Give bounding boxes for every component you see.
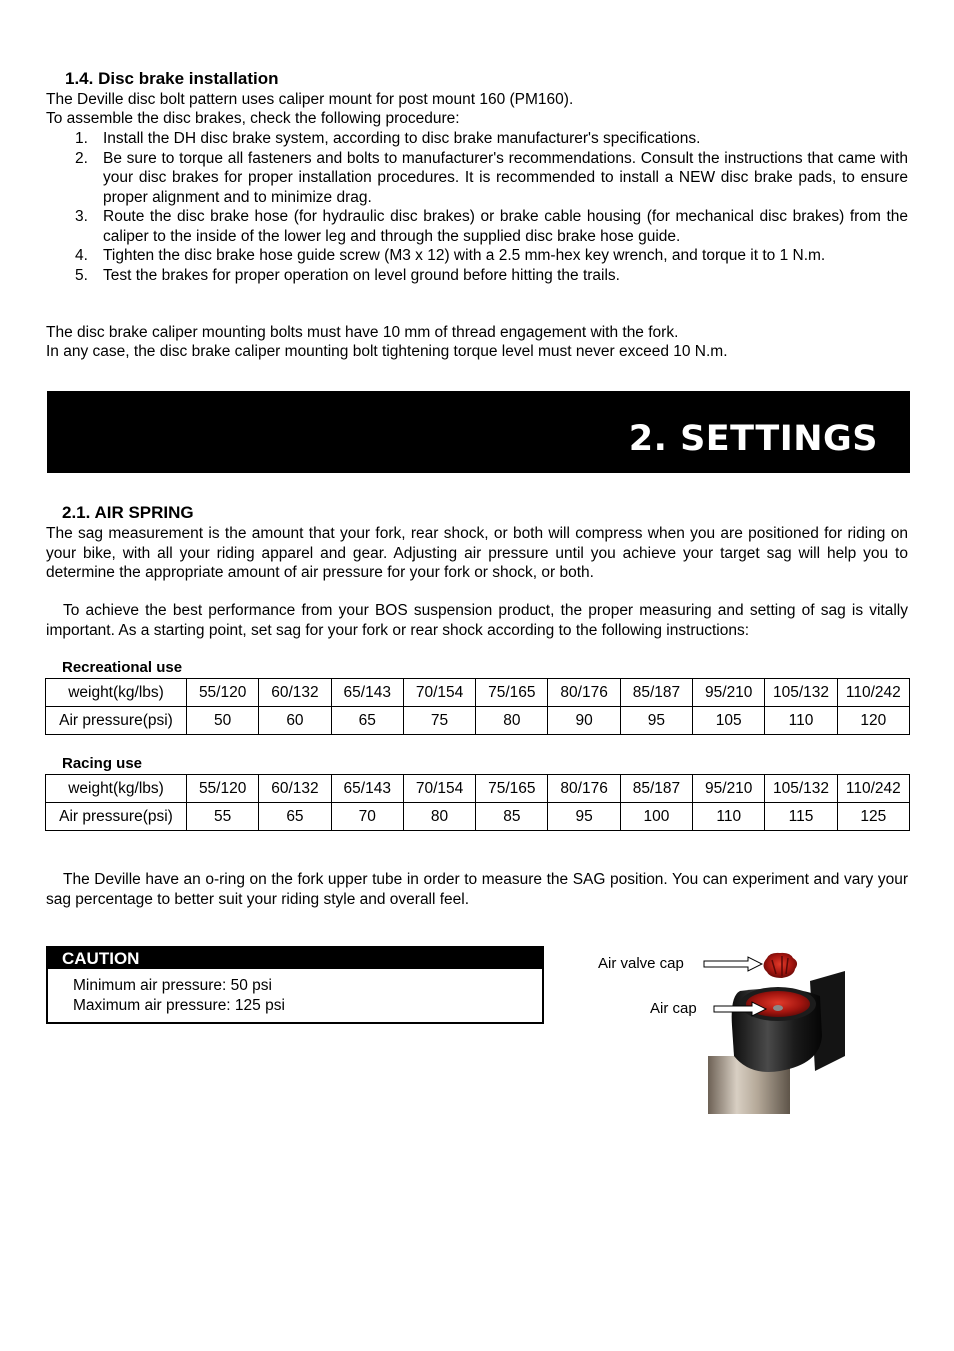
section-heading-disc-brake: 1.4. Disc brake installation [65, 69, 279, 88]
row-label: Air pressure(psi) [46, 707, 187, 735]
row-label: weight(kg/lbs) [46, 679, 187, 707]
table-cell: 110/242 [837, 679, 909, 707]
table-cell: 105 [693, 707, 765, 735]
step-item: 1. Install the DH disc brake system, according to disc brake manufacturer's specifications. [75, 130, 701, 147]
table-cell: 65/143 [331, 775, 403, 803]
table-cell: 125 [837, 803, 909, 831]
table-cell: 55/120 [187, 679, 259, 707]
table-cell: 95 [548, 803, 620, 831]
table-cell: 65 [331, 707, 403, 735]
paragraph-performance: To achieve the best performance from your BOS suspension product, the proper measuring and setting of sag is vitally important. As a starting point, set sag for your fork or rear shock according to the following instructions: [46, 602, 908, 639]
table-cell: 115 [765, 803, 837, 831]
arrow-right-icon [704, 957, 762, 971]
table-cell: 120 [837, 707, 909, 735]
intro-line-2: To assemble the disc brakes, check the following procedure: [46, 110, 460, 127]
table-cell: 95/210 [693, 775, 765, 803]
label-air-cap: Air cap [650, 1000, 697, 1017]
table-cell: 75/165 [476, 775, 548, 803]
caution-title: CAUTION [62, 949, 140, 968]
table-cell: 55 [187, 803, 259, 831]
table-cell: 105/132 [765, 775, 837, 803]
table-row [46, 679, 910, 707]
table-cell: 70 [331, 803, 403, 831]
settings-banner [47, 391, 910, 473]
installation-steps [46, 129, 908, 285]
caution-box [46, 946, 544, 1024]
table-caption-recreational: Recreational use [62, 659, 183, 676]
step-item: 5. Test the brakes for proper operation on level ground before hitting the trails. [75, 266, 620, 284]
section-heading-air-spring: 2.1. AIR SPRING [62, 503, 194, 522]
table-cell: 110/242 [837, 775, 909, 803]
table-row [46, 775, 910, 803]
table-cell: 50 [187, 707, 259, 735]
step-item: 2. Be sure to torque all fasteners and bolts to manufacturer's recommendations. Consult the instructions that came with your disc brakes for proper installation procedures. It is recommended to install a NEW disc brake pads, to ensure proper alignment and to minimize drag. [75, 149, 908, 206]
table-cell: 80/176 [548, 775, 620, 803]
table-cell: 80 [403, 803, 475, 831]
table-cell: 105/132 [765, 679, 837, 707]
paragraph-o-ring: The Deville have an o-ring on the fork upper tube in order to measure the SAG position. You can experiment and vary your sag percentage to better suit your riding style and overall feel. [46, 871, 908, 908]
step-item: 3. Route the disc brake hose (for hydraulic disc brakes) or brake cable housing (for mechanical disc brakes) from the caliper to the inside of the lower leg and through the supplied disc brake hose guide. [75, 208, 908, 245]
row-label: weight(kg/lbs) [46, 775, 187, 803]
note-thread-engagement: The disc brake caliper mounting bolts must have 10 mm of thread engagement with the fork. [46, 324, 679, 341]
pressure-table-racing [45, 774, 910, 831]
table-cell: 60/132 [259, 679, 331, 707]
table-caption-racing: Racing use [62, 755, 143, 772]
table-cell: 85/187 [620, 775, 692, 803]
table-row [46, 803, 910, 831]
caution-max-pressure: Maximum air pressure: 125 psi [73, 997, 285, 1014]
table-cell: 85/187 [620, 679, 692, 707]
step-item: 4. Tighten the disc brake hose guide screw (M3 x 12) with a 2.5 mm-hex key wrench, and torque it to 1 N.m. [75, 247, 826, 264]
table-cell: 95/210 [693, 679, 765, 707]
table-cell: 65 [259, 803, 331, 831]
table-cell: 100 [620, 803, 692, 831]
callout-arrows [700, 950, 770, 1030]
note-torque-limit: In any case, the disc brake caliper mounting bolt tightening torque level must never exceed 10 N.m. [46, 343, 728, 360]
caution-body [73, 976, 285, 1016]
table-cell: 80/176 [548, 679, 620, 707]
paragraph-sag: The sag measurement is the amount that your fork, rear shock, or both will compress when you are positioned for riding on your bike, with all your riding apparel and gear. Adjusting air pressure until you achieve your target sag will help you to determine the appropriate amount of air pressure for your fork or shock, or both. [46, 525, 908, 581]
table-cell: 95 [620, 707, 692, 735]
table-cell: 75 [403, 707, 475, 735]
caution-min-pressure: Minimum air pressure: 50 psi [73, 977, 272, 994]
table-cell: 75/165 [476, 679, 548, 707]
intro-line-1: The Deville disc bolt pattern uses caliper mount for post mount 160 (PM160). [46, 91, 574, 108]
pressure-table-recreational [45, 678, 910, 735]
table-cell: 65/143 [331, 679, 403, 707]
table-cell: 110 [765, 707, 837, 735]
table-cell: 85 [476, 803, 548, 831]
table-cell: 60/132 [259, 775, 331, 803]
caution-header [48, 948, 542, 969]
table-cell: 90 [548, 707, 620, 735]
table-cell: 70/154 [403, 775, 475, 803]
banner-title: 2. SETTINGS [628, 419, 878, 459]
table-row [46, 707, 910, 735]
table-cell: 70/154 [403, 679, 475, 707]
table-cell: 60 [259, 707, 331, 735]
label-air-valve-cap: Air valve cap [598, 955, 684, 972]
table-cell: 110 [693, 803, 765, 831]
table-cell: 80 [476, 707, 548, 735]
row-label: Air pressure(psi) [46, 803, 187, 831]
table-cell: 55/120 [187, 775, 259, 803]
arrow-right-icon [714, 1002, 766, 1016]
valve-stem [773, 1005, 783, 1011]
